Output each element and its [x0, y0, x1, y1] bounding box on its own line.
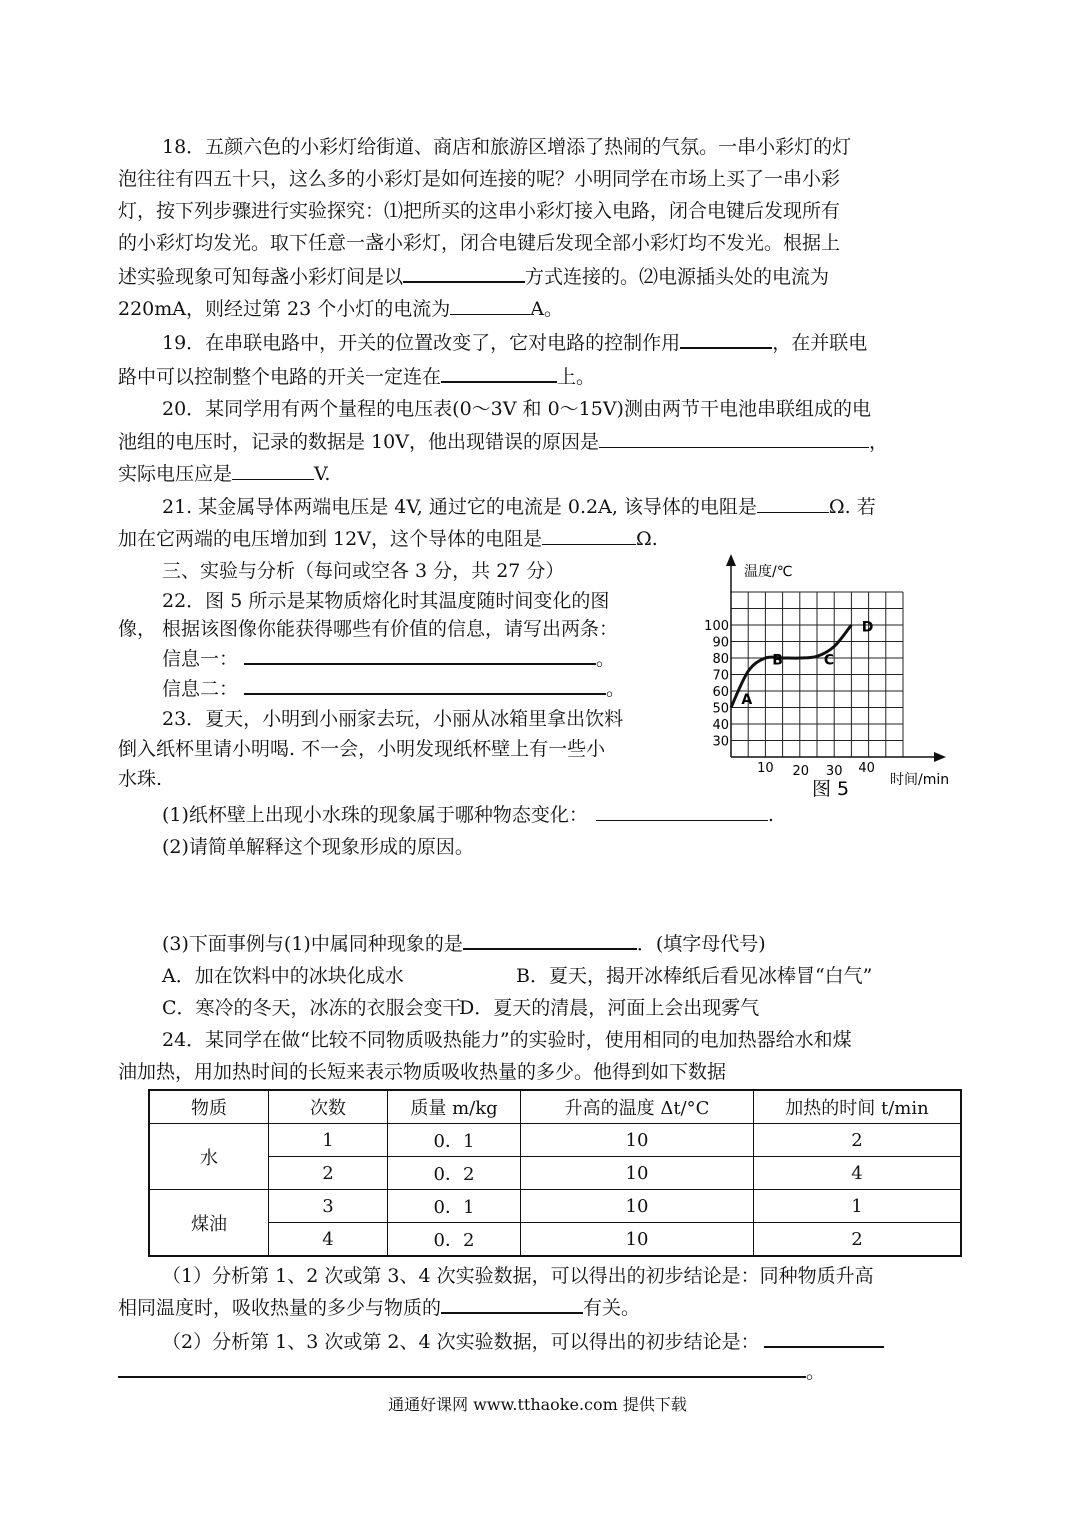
- x-tick-label: 40: [858, 761, 875, 776]
- q20-blank-2[interactable]: [232, 461, 314, 480]
- q24-blank-2[interactable]: [764, 1328, 884, 1348]
- y-tick-label: 60: [712, 685, 729, 700]
- q24-c2-end: 。: [806, 1361, 826, 1383]
- q21-text-1b: Ω. 若: [828, 496, 876, 518]
- x-tick-label: 20: [792, 764, 810, 779]
- cell-heating-time: 4: [754, 1157, 962, 1190]
- footer: 通通好课网 www.tthaoke.com 提供下载: [388, 1395, 687, 1414]
- q24-conclusion-1-line-2: [118, 1293, 640, 1323]
- q21-line-2: [118, 524, 658, 554]
- point-label-d: D: [861, 619, 874, 636]
- y-tick-label: 100: [704, 619, 729, 634]
- q24-blank-3[interactable]: [118, 1358, 806, 1378]
- cell-heating-time: 2: [754, 1124, 962, 1157]
- q20-text-2b: ，: [868, 431, 888, 453]
- q20-line-2: [118, 427, 888, 457]
- section-heading: 三、实验与分析（每问或空各 3 分，共 27 分）: [162, 560, 565, 582]
- q24-line-1: 24．某同学在做“比较不同物质吸热能力”的实验时，使用相同的电加热器给水和煤: [162, 1029, 852, 1051]
- q19-line-2: [118, 362, 595, 392]
- cell-mass: 0．1: [388, 1124, 521, 1157]
- y-axis-label: 温度/℃: [744, 564, 793, 580]
- q20-line-1: 20．某同学用有两个量程的电压表(0～3V 和 0～15V)测由两节干电池串联组成的电: [162, 398, 871, 420]
- q23-option-c: C．寒冷的冬天，冰冻的衣服会变干: [162, 997, 462, 1019]
- q19-text-1a: 19．在串联电路中，开关的位置改变了，它对电路的控制作用: [162, 332, 681, 354]
- q24-c1-end: 有关。: [583, 1297, 641, 1319]
- q24-conclusion-2-line-1: [162, 1327, 884, 1357]
- q21-blank-2[interactable]: [542, 526, 636, 545]
- y-axis-arrow: [726, 554, 736, 566]
- cell-trial: 2: [269, 1157, 388, 1190]
- q20-text-3b: V.: [314, 463, 331, 485]
- q21-line-1: [162, 492, 876, 522]
- x-tick-label: 30: [825, 764, 843, 779]
- q20-line-3: [118, 459, 330, 489]
- q19-text-2b: 上。: [557, 366, 596, 388]
- point-label-c: C: [823, 652, 835, 669]
- chart-title: 图 5: [812, 778, 850, 800]
- q21-text-1a: 21. 某金属导体两端电压是 4V, 通过它的电流是 0.2A, 该导体的电阻是: [162, 496, 757, 518]
- q18-text-6b: A。: [530, 298, 563, 320]
- q19-blank-2[interactable]: [441, 363, 557, 383]
- cell-heating-time: 1: [754, 1190, 962, 1223]
- y-tick-label: 50: [712, 701, 729, 717]
- q22-info-2: [162, 674, 625, 704]
- cell-mass: 0．1: [388, 1190, 521, 1223]
- header-heating-time: 加热的时间 t/min: [754, 1090, 962, 1124]
- table-row: [149, 1124, 961, 1157]
- cell-trial: 4: [269, 1223, 388, 1257]
- cell-mass: 0．2: [388, 1157, 521, 1190]
- q20-text-3a: 实际电压应是: [118, 463, 233, 485]
- q21-text-2a: 加在它两端的电压增加到 12V，这个导体的电阻是: [118, 528, 542, 550]
- q19-blank-1[interactable]: [680, 329, 772, 349]
- x-axis-label: 时间/min: [890, 772, 950, 788]
- q23-sub-3: [162, 929, 766, 959]
- q21-text-2b: Ω.: [635, 528, 658, 550]
- q20-text-2a: 池组的电压时，记录的数据是 10V，他出现错误的原因是: [118, 431, 599, 453]
- y-tick-label: 40: [712, 718, 729, 733]
- q23-sub-1: [162, 800, 774, 830]
- q24-c1-text: 相同温度时，吸收热量的多少与物质的: [118, 1297, 442, 1319]
- q23-sub-3-text: (3)下面事例与(1)中属同种现象的是: [162, 933, 463, 955]
- y-tick-label: 30: [712, 734, 729, 750]
- q18-line-1: 18．五颜六色的小彩灯给街道、商店和旅游区增添了热闹的气氛。一串小彩灯的灯: [162, 136, 852, 158]
- table-row: [149, 1223, 961, 1257]
- q22-info-1-label: 信息一：: [162, 648, 239, 670]
- header-trial: 次数: [269, 1090, 388, 1124]
- x-tick-label: 10: [757, 761, 774, 776]
- q18-line-6: [118, 294, 563, 324]
- q18-line-5: [118, 262, 829, 292]
- q22-blank-2[interactable]: [244, 675, 606, 695]
- q18-blank-2[interactable]: [450, 296, 530, 315]
- q23-sub-2: (2)请简单解释这个现象形成的原因。: [162, 836, 474, 858]
- q18-blank-1[interactable]: [403, 263, 525, 283]
- cell-trial: 1: [269, 1124, 388, 1157]
- x-axis-arrow: [934, 752, 946, 762]
- cell-temp-rise: 10: [521, 1124, 754, 1157]
- chart-grid: [731, 592, 903, 757]
- q23-sub-1-end: .: [767, 804, 774, 826]
- q23-sub-1-text: (1)纸杯壁上出现小水珠的现象属于哪种物态变化：: [162, 804, 588, 826]
- cell-trial: 3: [269, 1190, 388, 1223]
- q22-info-2-end: 。: [606, 678, 626, 700]
- q22-line-2: 像， 根据该图像你能获得哪些有价值的信息，请写出两条：: [118, 618, 619, 640]
- table-row: [149, 1190, 961, 1223]
- q23-option-b: B．夏天，揭开冰棒纸后看见冰棒冒“白气”: [516, 965, 873, 987]
- table-header-row: [149, 1090, 961, 1124]
- header-substance: 物质: [149, 1090, 269, 1124]
- q23-blank-3[interactable]: [463, 930, 637, 950]
- q23-line-3: 水珠.: [118, 768, 163, 790]
- cell-temp-rise: 10: [521, 1223, 754, 1257]
- q21-blank-1[interactable]: [757, 494, 829, 513]
- figure-5-chart: [700, 552, 970, 802]
- cell-heating-time: 2: [754, 1223, 962, 1257]
- cell-temp-rise: 10: [521, 1190, 754, 1223]
- q18-text-5b: 方式连接的。⑵电源插头处的电流为: [525, 266, 830, 288]
- q22-line-1: 22．图 5 所示是某物质熔化时其温度随时间变化的图: [162, 590, 610, 612]
- q22-blank-1[interactable]: [244, 645, 596, 665]
- q23-sub-3-end: ．(填字母代号): [636, 933, 766, 955]
- data-table: [148, 1089, 962, 1257]
- q24-conclusion-1-line-1: （1）分析第 1、2 次或第 3、4 次实验数据，可以得出的初步结论是：同种物质升高: [162, 1265, 874, 1287]
- q24-c2-text: （2）分析第 1、3 次或第 2、4 次实验数据，可以得出的初步结论是：: [162, 1331, 760, 1353]
- y-tick-labels: [704, 619, 729, 750]
- table-row: [149, 1157, 961, 1190]
- q23-line-1: 23．夏天，小明到小丽家去玩，小丽从冰箱里拿出饮料: [162, 708, 624, 730]
- q18-text-6a: 220mA，则经过第 23 个小灯的电流为: [118, 298, 451, 320]
- q23-line-2: 倒入纸杯里请小明喝. 不一会，小明发现纸杯壁上有一些小: [118, 738, 606, 760]
- header-mass: 质量 m/kg: [388, 1090, 521, 1124]
- cell-substance: 水: [149, 1124, 269, 1190]
- q22-info-1: [162, 644, 615, 674]
- q23-option-a: A．加在饮料中的冰块化成水: [162, 965, 404, 987]
- q22-info-1-end: 。: [596, 648, 616, 670]
- cell-mass: 0．2: [388, 1223, 521, 1257]
- q24-conclusion-2-line-2: [118, 1357, 825, 1387]
- q24-line-2: 油加热，用加热时间的长短来表示物质吸收热量的多少。他得到如下数据: [118, 1061, 727, 1083]
- chart-annotations: [741, 620, 873, 709]
- q18-line-2: 泡往往有四五十只，这么多的小彩灯是如何连接的呢？小明同学在市场上买了一串小彩: [118, 168, 841, 190]
- y-tick-label: 80: [712, 652, 729, 667]
- x-tick-labels: [757, 761, 875, 779]
- q23-option-d: D．夏天的清晨，河面上会出现雾气: [459, 997, 760, 1019]
- cell-substance: 煤油: [149, 1190, 269, 1257]
- y-tick-label: 70: [712, 668, 729, 684]
- q18-text-5a: 述实验现象可知每盏小彩灯间是以: [118, 266, 404, 288]
- point-label-b: B: [772, 652, 783, 669]
- q24-blank-1[interactable]: [441, 1294, 583, 1314]
- y-tick-label: 90: [712, 635, 729, 651]
- q19-text-2a: 路中可以控制整个电路的开关一定连在: [118, 366, 442, 388]
- q19-line-1: [162, 328, 867, 358]
- q19-text-1b: ，在并联电: [772, 332, 868, 354]
- q20-blank-1[interactable]: [599, 429, 869, 448]
- header-temp-rise: 升高的温度 Δt/°C: [521, 1090, 754, 1124]
- q18-line-3: 灯，按下列步骤进行实验探究：⑴把所买的这串小彩灯接入电路，闭合电键后发现所有: [118, 200, 841, 222]
- point-label-a: A: [741, 692, 753, 709]
- q23-blank-1[interactable]: [596, 802, 768, 821]
- q18-line-4: 的小彩灯均发光。取下任意一盏小彩灯，闭合电键后发现全部小彩灯均不发光。根据上: [118, 232, 841, 254]
- cell-temp-rise: 10: [521, 1157, 754, 1190]
- q22-info-2-label: 信息二：: [162, 678, 239, 700]
